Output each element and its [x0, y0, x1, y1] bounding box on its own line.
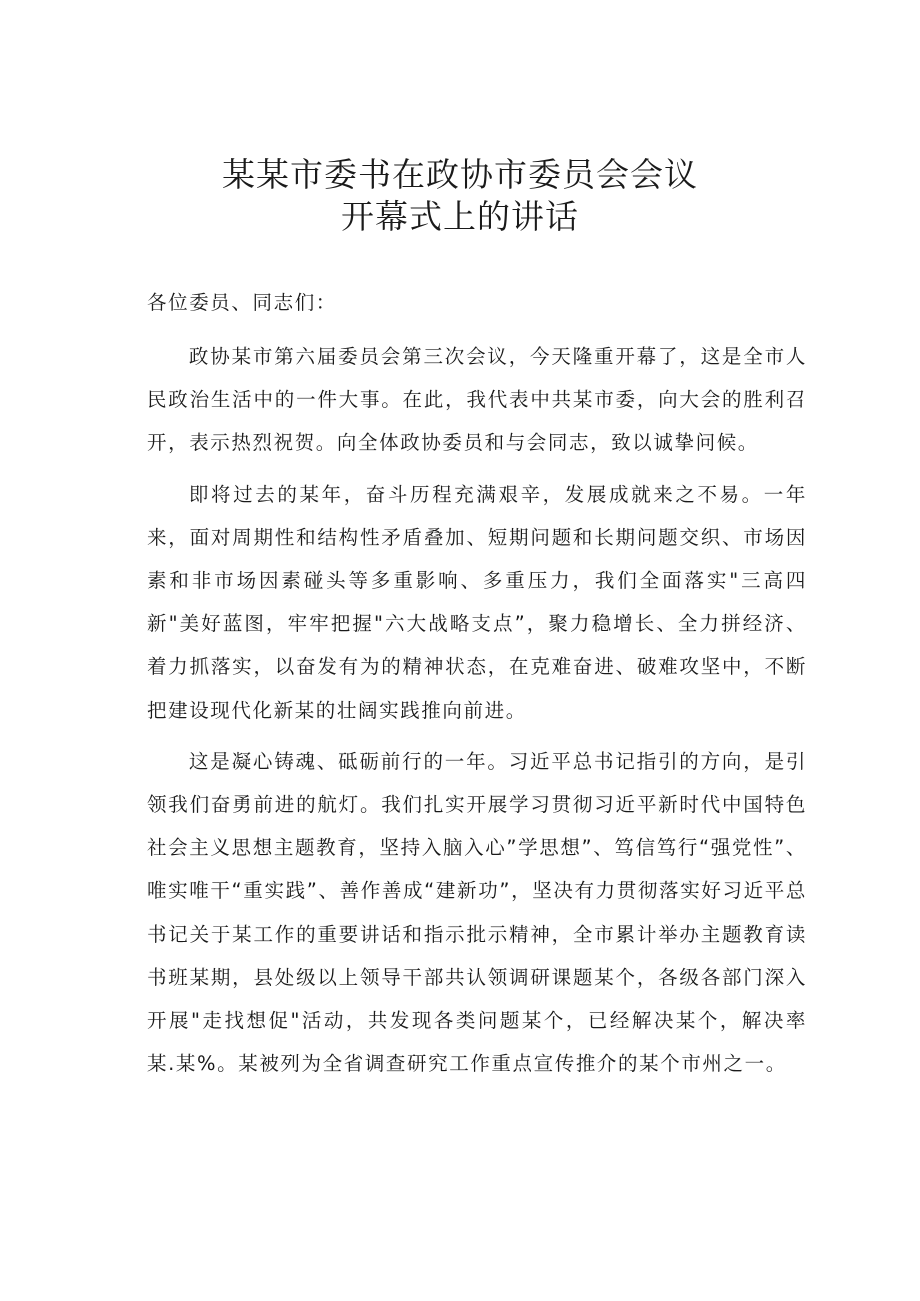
document-title-line-1: 某某市委书在政协市委员会会议	[222, 155, 698, 194]
paragraph-2: 即将过去的某年，奋斗历程充满艰辛，发展成就来之不易。一年来，面对周期性和结构性矛盾叠加、短期问题和长期问题交织、市场因素和非市场因素碰头等多重影响、多重压力，我们全面落实"三高四新"美好蓝图，牢牢把握"六大战略支点”，聚力稳增长、全力拼经济、着力抓落实，以奋发有为的精神状态，在克难奋进、破难攻坚中，不断把建设现代化新某的壮阔实践推向前进。	[147, 482, 807, 722]
paragraph-1: 政协某市第六届委员会第三次会议，今天隆重开幕了，这是全市人民政治生活中的一件大事。在此，我代表中共某市委，向大会的胜利召开，表示热烈祝贺。向全体政协委员和与会同志，致以诚挚问候。	[147, 345, 807, 455]
document-title-line-2: 开幕式上的讲话	[341, 197, 579, 236]
paragraph-3: 这是凝心铸魂、砥砺前行的一年。习近平总书记指引的方向，是引领我们奋勇前进的航灯。我们扎实开展学习贯彻习近平新时代中国特色社会主义思想主题教育，坚持入脑入心”学思想”、笃信笃行“强党性”、唯实唯干“重实践”、善作善成“建新功”，坚决有力贯彻落实好习近平总书记关于某工作的重要讲话和指示批示精神，全市累计举办主题教育读书班某期，县处级以上领导干部共认领调研课题某个，各级各部门深入开展"走找想促"活动，共发现各类问题某个，已经解决某个，解决率某.某%。某被列为全省调查研究工作重点宣传推介的某个市州之一。	[147, 749, 807, 1076]
document-body	[147, 283, 807, 1085]
salutation: 各位委员、同志们：	[147, 291, 337, 314]
